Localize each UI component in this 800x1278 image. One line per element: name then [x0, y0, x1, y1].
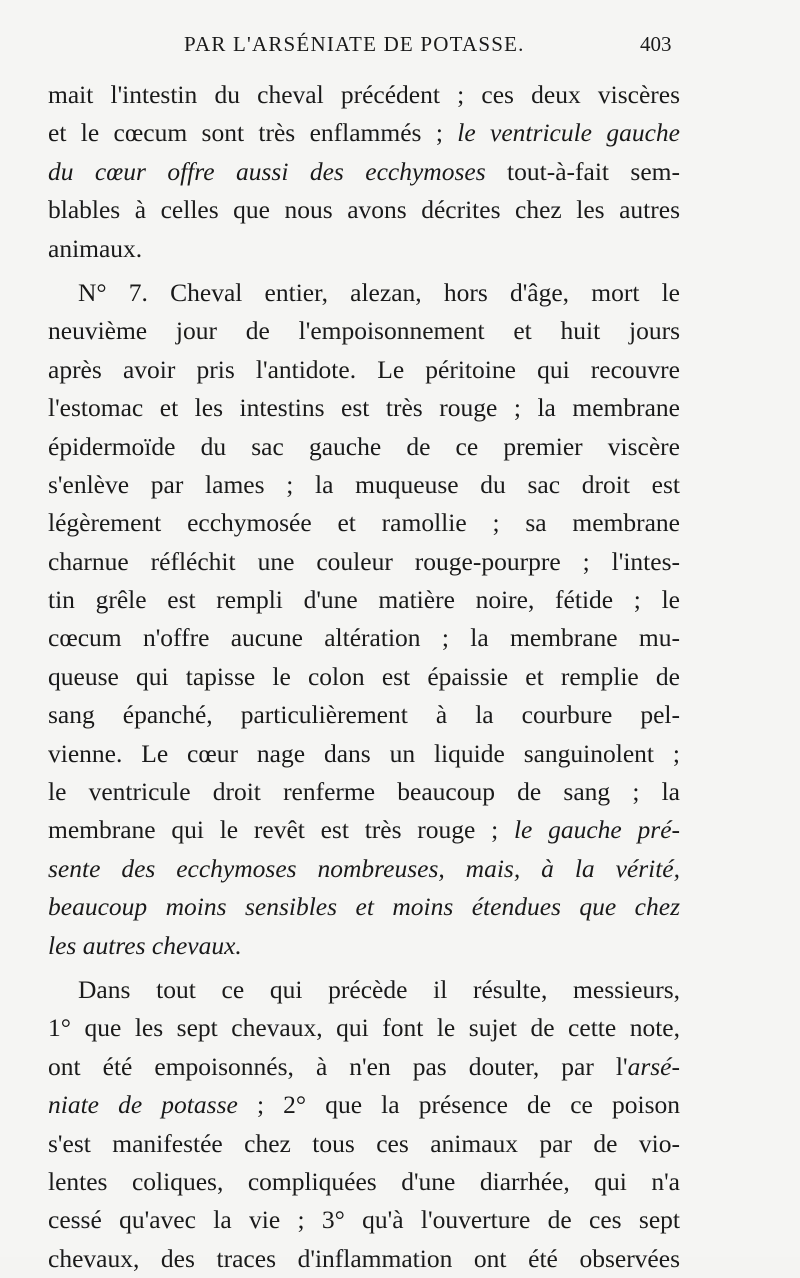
text-span: blables à celles que nous avons décrites chez les autres [48, 195, 680, 225]
text-line [48, 581, 680, 619]
text-span: après avoir pris l'antidote. Le péritoine qui recouvre [48, 354, 680, 384]
page-header [0, 32, 800, 72]
text-line [48, 696, 680, 734]
text-line [48, 114, 680, 152]
paragraph [48, 971, 680, 1278]
text-line [48, 1163, 680, 1201]
text-span: ont été empoisonnés, à n'en pas douter, par l' [48, 1051, 628, 1081]
text-line [48, 389, 680, 427]
italic-span: beaucoup moins sensibles et moins étendues que chez [48, 892, 680, 922]
text-span: charnue réfléchit une couleur rouge-pourpre ; l'intes- [48, 546, 680, 576]
text-line [48, 1125, 680, 1163]
text-line [48, 888, 680, 926]
text-line [48, 1086, 680, 1124]
running-title: PAR L'ARSÉNIATE DE POTASSE. [184, 32, 525, 56]
italic-span: sente des ecchymoses nombreuses, mais, à la vérité, [48, 853, 680, 883]
text-line [48, 658, 680, 696]
paragraph [48, 274, 680, 965]
text-line [48, 735, 680, 773]
text-span: et le cœcum sont très enflammés ; [48, 118, 458, 148]
text-span: queuse qui tapisse le colon est épaissie et remplie de [48, 661, 680, 691]
text-line [48, 811, 680, 849]
italic-span: les autres chevaux. [48, 930, 242, 960]
text-line [48, 1048, 680, 1086]
text-span: membrane qui le revêt est très rouge ; [48, 815, 514, 845]
text-span: neuvième jour de l'empoisonnement et huit jours [48, 316, 680, 346]
text-span: tout-à-fait sem- [485, 156, 680, 186]
text-line [48, 773, 680, 811]
italic-span: le gauche pré- [513, 815, 680, 845]
text-line [48, 850, 680, 888]
text-span: cessé qu'avec la vie ; 3° qu'à l'ouverture de ces sept [48, 1205, 680, 1235]
text-span: ; 2° que la présence de ce poison [237, 1090, 680, 1120]
text-line [48, 153, 680, 191]
text-line [48, 1201, 680, 1239]
text-span: 1° que les sept chevaux, qui font le sujet de cette note, [48, 1013, 680, 1043]
text-line [48, 1240, 680, 1278]
text-span: cœcum n'offre aucune altération ; la membrane mu- [48, 623, 680, 653]
page-number: 403 [640, 32, 672, 56]
italic-span: arsé- [627, 1051, 680, 1081]
text-span: lentes coliques, compliquées d'une diarrhée, qui n'a [48, 1166, 680, 1196]
text-span: s'enlève par lames ; la muqueuse du sac droit est [48, 469, 680, 499]
text-line [48, 466, 680, 504]
italic-span: le ventricule gauche [457, 118, 680, 148]
text-span: animaux. [48, 233, 143, 263]
italic-span: du cœur offre aussi des ecchymoses [48, 156, 486, 186]
paragraph [48, 76, 680, 268]
italic-span: niate de potasse [48, 1090, 238, 1120]
text-line [48, 543, 680, 581]
text-line [48, 351, 680, 389]
text-line [48, 1009, 680, 1047]
text-span: s'est manifestée chez tous ces animaux par de vio- [48, 1128, 680, 1158]
text-line [48, 971, 680, 1009]
text-span: l'estomac et les intestins est très rouge ; la membrane [48, 393, 680, 423]
text-span: chevaux, des traces d'inflammation ont été observées [48, 1243, 680, 1273]
text-line [48, 274, 680, 312]
text-span: le ventricule droit renferme beaucoup de sang ; la [48, 777, 680, 807]
text-line [48, 76, 680, 114]
text-line [48, 230, 680, 268]
text-line [48, 312, 680, 350]
text-line [48, 191, 680, 229]
text-line [48, 428, 680, 466]
text-line [48, 619, 680, 657]
text-span: vienne. Le cœur nage dans un liquide sanguinolent ; [48, 738, 680, 768]
text-line [48, 927, 680, 965]
text-span: légèrement ecchymosée et ramollie ; sa membrane [48, 508, 680, 538]
text-line [48, 504, 680, 542]
text-span: tin grêle est rempli d'une matière noire, fétide ; le [48, 585, 680, 615]
body-text [48, 76, 680, 1278]
text-span: N° 7. Cheval entier, alezan, hors d'âge, mort le [78, 277, 680, 307]
text-span: sang épanché, particulièrement à la courbure pel- [48, 700, 680, 730]
text-span: épidermoïde du sac gauche de ce premier viscère [48, 431, 680, 461]
text-span: mait l'intestin du cheval précédent ; ces deux viscères [48, 80, 680, 109]
text-span: Dans tout ce qui précède il résulte, messieurs, [78, 974, 680, 1004]
